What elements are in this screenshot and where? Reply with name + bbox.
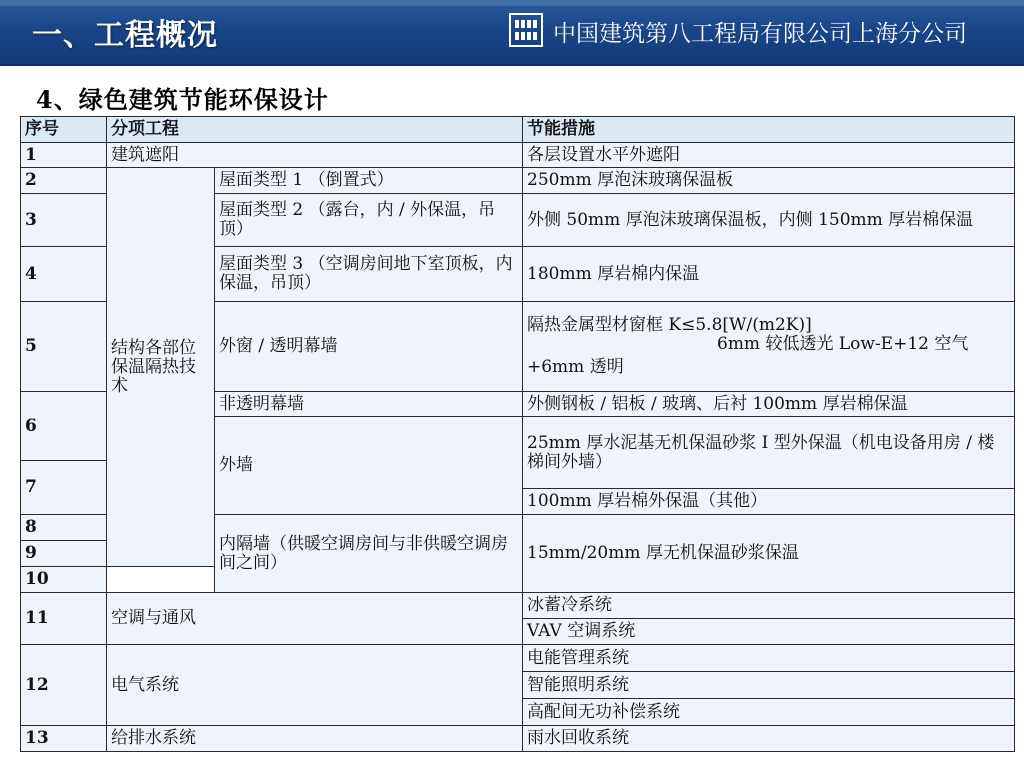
row-number: 2	[21, 168, 107, 194]
table-row	[21, 645, 1015, 672]
row-number: 11	[21, 593, 107, 645]
cscec-logo-icon	[509, 13, 543, 47]
section-heading: 4、绿色建筑节能环保设计	[36, 85, 329, 114]
row-number: 13	[21, 726, 107, 752]
column-header-item: 分项工程	[107, 117, 523, 143]
row-measure: 雨水回收系统	[523, 726, 1015, 752]
column-header-no: 序号	[21, 117, 107, 143]
row-number: 3	[21, 194, 107, 247]
table-row	[21, 143, 1015, 168]
row-subitem: 内隔墙（供暖空调房间与非供暖空调房间之间）	[215, 515, 523, 593]
row-number: 5	[21, 302, 107, 392]
row-number: 4	[21, 247, 107, 302]
row-measure: 250mm 厚泡沫玻璃保温板	[523, 168, 1015, 194]
row-measure: 25mm 厚水泥基无机保温砂浆 I 型外保温（机电设备用房 / 楼梯间外墙）	[523, 417, 1015, 489]
row-number: 12	[21, 645, 107, 726]
row-measure	[523, 302, 1015, 392]
row-measure: 智能照明系统	[523, 672, 1015, 699]
row-subitem: 屋面类型 3 （空调房间地下室顶板，内保温，吊顶）	[215, 247, 523, 302]
row-subitem: 屋面类型 2 （露台，内 / 外保温，吊顶）	[215, 194, 523, 247]
row-number: 9	[21, 541, 107, 567]
row-measure: 各层设置水平外遮阳	[523, 143, 1015, 168]
row-item: 电气系统	[107, 645, 523, 726]
energy-measures-table	[20, 116, 1015, 752]
measure-line: 隔热金属型材窗框 K≤5.8[W/(m2K)]	[527, 315, 812, 335]
row-item: 给排水系统	[107, 726, 523, 752]
row-number: 6	[21, 392, 107, 461]
row-measure: 100mm 厚岩棉外保温（其他）	[523, 489, 1015, 515]
row-number: 1	[21, 143, 107, 168]
row-subitem: 屋面类型 1 （倒置式）	[215, 168, 523, 194]
row-measure: 外侧钢板 / 铝板 / 玻璃、后衬 100mm 厚岩棉保温	[523, 392, 1015, 417]
slide-title: 一、工程概况	[32, 18, 218, 53]
row-subitem: 非透明幕墙	[215, 392, 523, 417]
table-header-row	[21, 117, 1015, 143]
row-measure: VAV 空调系统	[523, 619, 1015, 645]
row-number: 7	[21, 461, 107, 515]
row-number: 10	[21, 567, 107, 593]
row-number: 8	[21, 515, 107, 541]
row-measure: 15mm/20mm 厚无机保温砂浆保温	[523, 515, 1015, 593]
row-measure: 电能管理系统	[523, 645, 1015, 672]
group-label: 结构各部位保温隔热技术	[107, 168, 215, 567]
slide-header	[0, 0, 1024, 66]
row-subitem: 外墙	[215, 417, 523, 515]
measure-line: 6mm 较低透光 Low-E+12 空气	[717, 334, 969, 354]
table-row	[21, 726, 1015, 752]
row-subitem: 外窗 / 透明幕墙	[215, 302, 523, 392]
row-item: 空调与通风	[107, 593, 523, 645]
row-measure: 高配间无功补偿系统	[523, 699, 1015, 726]
table-row	[21, 168, 1015, 194]
row-measure: 冰蓄冷系统	[523, 593, 1015, 619]
row-measure: 180mm 厚岩棉内保温	[523, 247, 1015, 302]
table-row	[21, 593, 1015, 619]
row-item: 建筑遮阳	[107, 143, 523, 168]
row-measure: 外侧 50mm 厚泡沫玻璃保温板，内侧 150mm 厚岩棉保温	[523, 194, 1015, 247]
measure-line: +6mm 透明	[527, 357, 624, 377]
company-name: 中国建筑第八工程局有限公司上海分公司	[553, 21, 967, 47]
column-header-measure: 节能措施	[523, 117, 1015, 143]
